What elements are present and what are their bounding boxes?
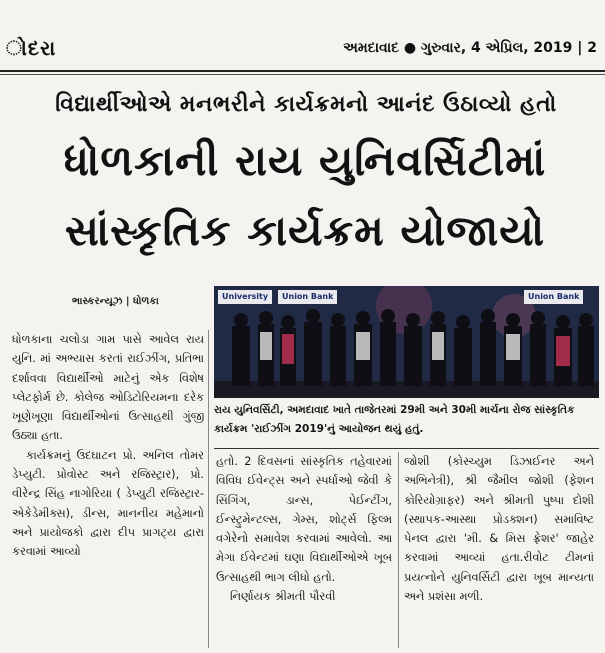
masthead [0, 0, 605, 78]
headline-line-1: ધોળકાની રાય યુનિવર્સિટીમાં [63, 136, 547, 185]
column-divider-1 [208, 330, 209, 648]
paragraph: ધોળકાના ચલોડા ગામ પાસે આવેલ રાય યુનિ. માં અભ્યાસ કરતાં રાઈઝીંગ, પ્રતિભા દર્શાવવા વિદ્યાર્થીઓ માટેનું એક વિશેષ પ્લેટફોર્મ છે. કોલેજ ઓડિટોરિયમના દરેક ખૂણેખૂણા વિદ્યાર્થીઓનાં ઉત્સાહથી ગુંજી ઉઠ્યા હતા. [12, 333, 204, 443]
caption-rule [214, 448, 599, 449]
paragraph: હતો. 2 દિવસનાં સાંસ્કૃતિક તહેવારમાં વિવિધ ઈવેન્ટ્સ અને સ્પર્ધાઓ જેવી કે સિંગિંગ, ડાન્સ, પેઈન્ટીંગ, ઈન્સ્ટ્રુમેન્ટલ્સ, ગેમ્સ, શોર્ટ્સ ફિલ્મ વગેરેનો સમાવેશ કરવામાં આવેલો. આ મેગા ઈવેન્ટમાં ઘણા વિદ્યાર્થીઓએ ખૂબ ઉત્સાહથી ભાગ લીધો હતો. [216, 455, 392, 584]
body-column-2 [216, 452, 392, 648]
banner-union-bank-2: Union Bank [524, 290, 583, 304]
body-column-3 [404, 452, 594, 648]
byline: ભાસ્કરન્યૂઝ | ધોળકા [72, 296, 159, 307]
masthead-rule [0, 70, 605, 72]
masthead-rule-thin [0, 74, 605, 75]
headline-line-2: સાંસ્કૃતિક કાર્યક્રમ યોજાયો [64, 206, 546, 255]
column-divider-2 [398, 452, 399, 648]
event-photo [214, 286, 599, 398]
paragraph: જોશી (કોસ્ચ્યુમ ડિઝાઈનર અને અભિનેત્રી), શ્રી જૈમીલ જોશી (ફેશન કોરિયોગ્રાફર) અને શ્રીમતી પુષ્પા દોશી (સ્થાપક-આસ્થા પ્રોડક્શન) સમાવિષ્ટ પેનલ દ્વારા 'મી. & મિસ ફ્રેશર' જાહેર કરવામાં આવ્યાં હતા.રીવોટ ટીમનાં પ્રયત્નોને યુનિવર્સિટી દ્વારા ખૂબ માન્યતા અને પ્રશંસા મળી. [404, 455, 594, 604]
photo-caption: રાય યુનિવર્સિટી, અમદાવાદ ખાતે તાજેતરમાં 29મી અને 30મી માર્ચના રોજ સાંસ્કૃતિક કાર્યક્રમ 'રાઈઝીંગ 2019'નું આયોજન થયું હતું. [214, 404, 575, 435]
article-kicker: વિદ્યાર્થીઓએ મનભરીને કાર્યક્રમનો આનંદ ઉઠાવ્યો હતો [55, 92, 557, 117]
body-column-1 [12, 330, 204, 648]
section-name: ોદરા [6, 36, 57, 60]
paragraph: નિર્ણાયક શ્રીમતી પૌરવી [230, 590, 336, 604]
banner-union-bank-1: Union Bank [278, 290, 337, 304]
dateline: અમદાવાદ ● ગુરુવાર, 4 એપ્રિલ, 2019 | 2 [343, 40, 597, 56]
paragraph: કાર્યક્રમનું ઉદઘાટન પ્રો. અનિલ તોમર ડેપ્યુટી. પ્રોવોસ્ટ અને રજિસ્ટ્રાર), પ્રો. વીરેન્દ્ર સિંહ નાગોરિયા ( ડેપ્યુટી રજિસ્ટ્રાર-એકેડેમીક્સ), ડીન્સ, માનનીય મહેમાનો અને પ્રાયોજકો દ્વારા દીપ પ્રાગટ્ય દ્વારા કરવામાં આવ્યો [12, 448, 204, 559]
banner-university: University [218, 290, 272, 304]
